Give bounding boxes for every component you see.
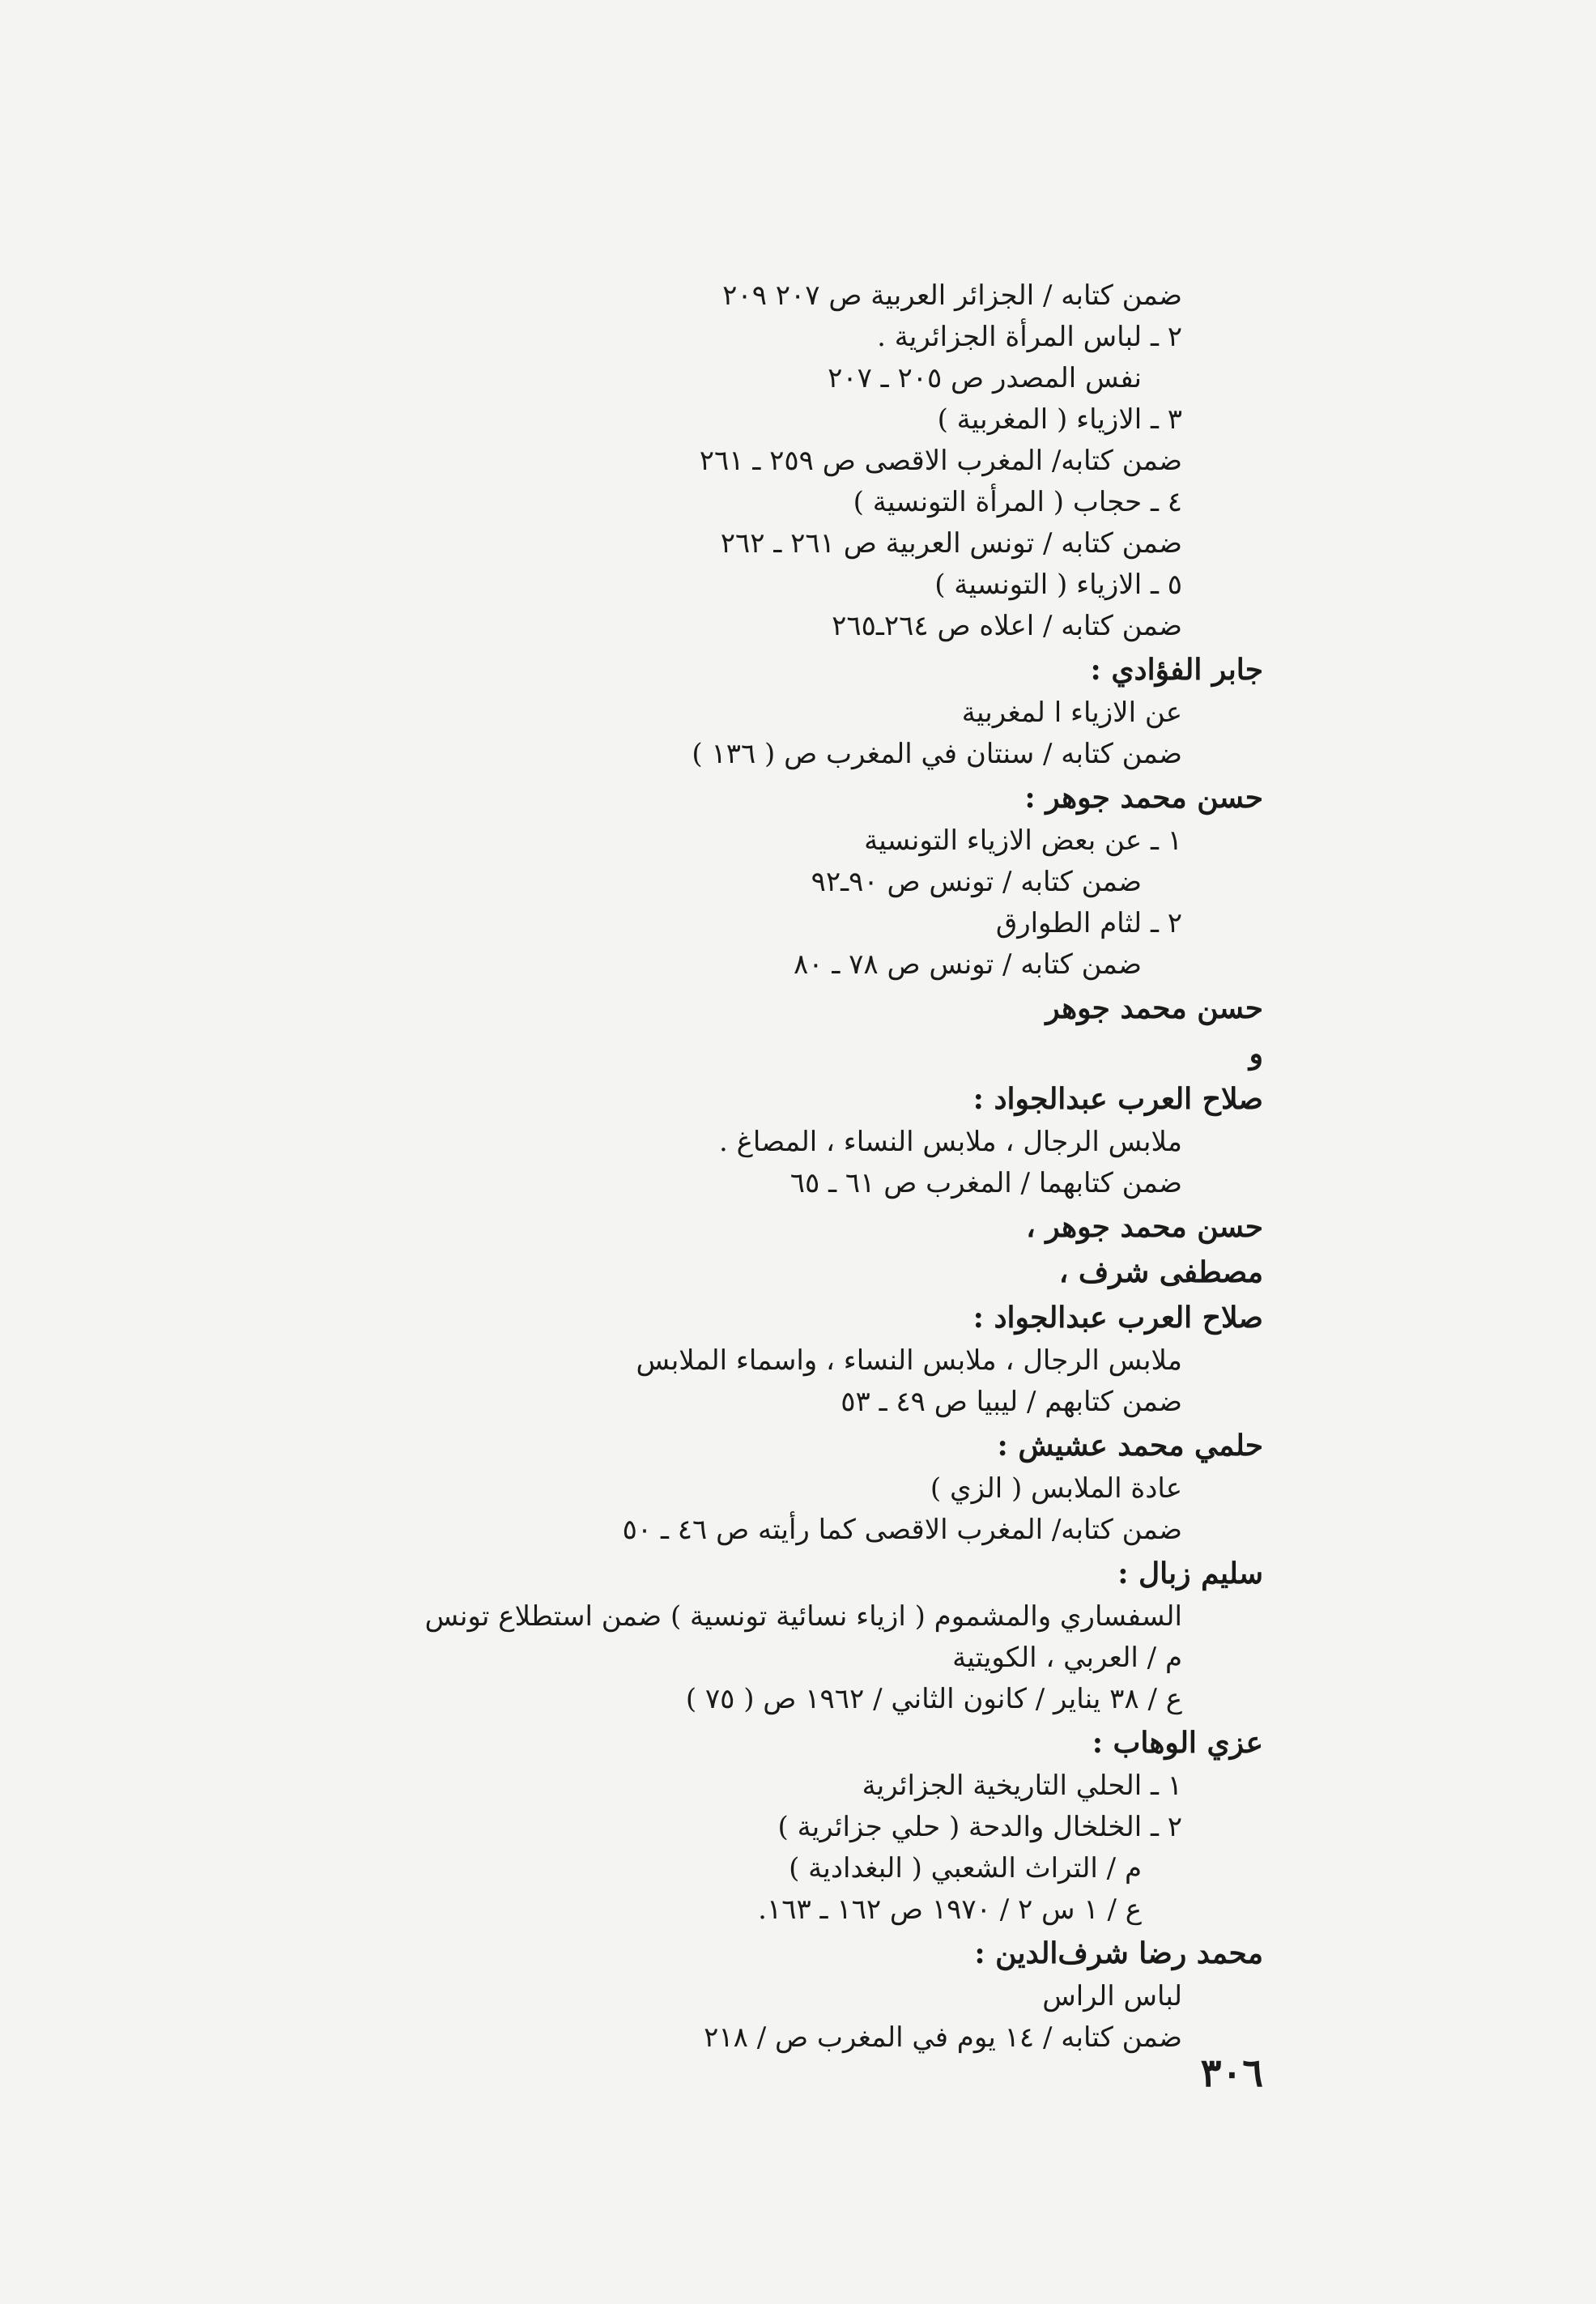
author-heading: سليم زبال : <box>1117 1557 1263 1591</box>
text-line: ضمن كتابه / تونس ص ٧٨ ـ ٨٠ <box>794 948 1142 981</box>
text-line: ضمن كتابه/ المغرب الاقصى كما رأيته ص ٤٦ ـ ٥٠ <box>622 1514 1182 1546</box>
text-line: ضمن كتابه / ١٤ يوم في المغرب ص / ٢١٨ <box>704 2021 1182 2054</box>
text-line: ضمن كتابه / سنتان في المغرب ص ( ١٣٦ ) <box>692 738 1182 770</box>
text-line: ضمن كتابهما / المغرب ص ٦١ ـ ٦٥ <box>789 1167 1182 1199</box>
text-line: ٥ ـ الازياء ( التونسية ) <box>934 569 1182 601</box>
text-line: ضمن كتابه / الجزائر العربية ص ٢٠٧ ٢٠٩ <box>722 279 1182 312</box>
text-line: ملابس الرجال ، ملابس النساء ، المصاغ . <box>718 1126 1182 1158</box>
author-heading: حسن محمد جوهر ، <box>1026 1210 1263 1244</box>
text-line: ٢ ـ لثام الطوارق <box>995 907 1182 939</box>
bibliography-list <box>381 275 1263 2059</box>
author-heading: صلاح العرب عبدالجواد : <box>972 1301 1263 1335</box>
text-line: ع / ٣٨ يناير / كانون الثاني / ١٩٦٢ ص ( ٧٥ ) <box>685 1683 1182 1715</box>
author-heading: صلاح العرب عبدالجواد : <box>972 1082 1263 1116</box>
text-line: نفس المصدر ص ٢٠٥ ـ ٢٠٧ <box>828 362 1142 394</box>
author-heading: مصطفى شرف ، <box>1058 1255 1263 1289</box>
text-line: عادة الملابس ( الزي ) <box>930 1472 1182 1505</box>
text-line: ضمن كتابه / تونس ص ٩٠ـ٩٢ <box>811 866 1142 898</box>
text-line: ١ ـ الحلي التاريخية الجزائرية <box>862 1770 1182 1802</box>
text-line: ٢ ـ الخلخال والدحة ( حلي جزائرية ) <box>777 1811 1182 1843</box>
author-heading: جابر الفؤادي : <box>1090 653 1263 687</box>
author-heading: عزي الوهاب : <box>1092 1726 1263 1760</box>
page-number: ٣٠٦ <box>1200 2051 1263 2096</box>
text-line: ١ ـ عن بعض الازياء التونسية <box>864 824 1182 857</box>
text-line: م / العربي ، الكويتية <box>952 1642 1182 1674</box>
text-line: ٢ ـ لباس المرأة الجزائرية . <box>877 321 1182 353</box>
text-line: ضمن كتابه / تونس العربية ص ٢٦١ ـ ٢٦٢ <box>720 527 1182 560</box>
text-line: لباس الراس <box>1042 1980 1182 2012</box>
author-heading: حسن محمد جوهر : <box>1024 781 1263 815</box>
text-line: ضمن كتابهم / ليبيا ص ٤٩ ـ ٥٣ <box>841 1386 1182 1418</box>
text-line: ٤ ـ حجاب ( المرأة التونسية ) <box>853 486 1182 518</box>
author-heading: محمد رضا شرف‌الدين : <box>974 1936 1263 1970</box>
text-line: ٣ ـ الازياء ( المغربية ) <box>937 403 1182 436</box>
author-heading: حسن محمد جوهر <box>1045 991 1263 1025</box>
text-line: ملابس الرجال ، ملابس النساء ، واسماء الملابس <box>636 1344 1182 1377</box>
text-line: عن الازياء ا لمغربية <box>961 696 1182 729</box>
author-conjunction: و <box>1249 1037 1263 1071</box>
text-line: السفساري والمشموم ( ازياء نسائية تونسية ) ضمن استطلاع تونس <box>424 1600 1182 1633</box>
author-heading: حلمي محمد عشيش : <box>997 1429 1263 1463</box>
text-line: م / التراث الشعبي ( البغدادية ) <box>789 1852 1142 1885</box>
text-line: ضمن كتابه / اعلاه ص ٢٦٤ـ٢٦٥ <box>832 610 1182 642</box>
text-line: ضمن كتابه/ المغرب الاقصى ص ٢٥٩ ـ ٢٦١ <box>699 445 1182 477</box>
text-line: ع / ١ س ٢ / ١٩٧٠ ص ١٦٢ ـ ١٦٣. <box>758 1893 1142 1926</box>
